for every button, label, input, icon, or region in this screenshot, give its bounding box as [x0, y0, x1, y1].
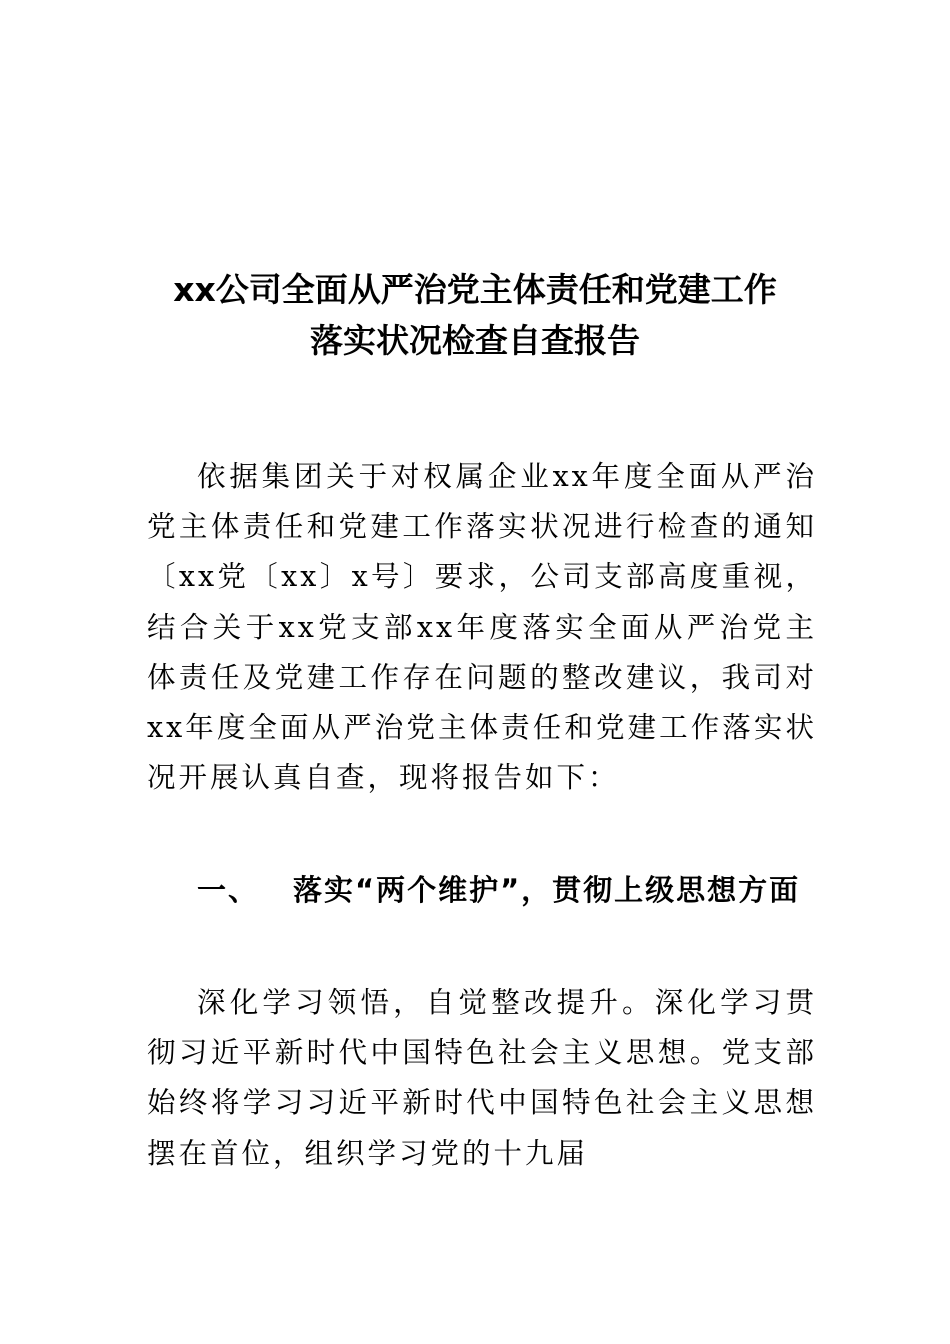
document-title-line-2: 落实状况检查自查报告	[310, 321, 640, 360]
document-title-line-1: xx公司全面从严治党主体责任和党建工作	[173, 270, 777, 309]
section-1-number: 一、	[197, 873, 260, 907]
intro-paragraph: 依据集团关于对权属企业xx年度全面从严治党主体责任和党建工作落实状况进行检查的通知〔xx党〔xx〕x号〕要求，公司支部高度重视，结合关于xx党支部xx年度落实全面从严治党主体责任及党建工作存在问题的整改建议，我司对xx年度全面从严治党主体责任和党建工作落实状况开展认真自查，现将报告如下：	[147, 460, 817, 795]
section-1-paragraph: 深化学习领悟，自觉整改提升。深化学习贯彻习近平新时代中国特色社会主义思想。党支部始终将学习习近平新时代中国特色社会主义思想摆在首位，组织学习党的十九届	[147, 986, 817, 1170]
section-1-heading-text: 落实“两个维护”，贯彻上级思想方面	[293, 873, 801, 907]
section-1-heading	[147, 864, 817, 916]
